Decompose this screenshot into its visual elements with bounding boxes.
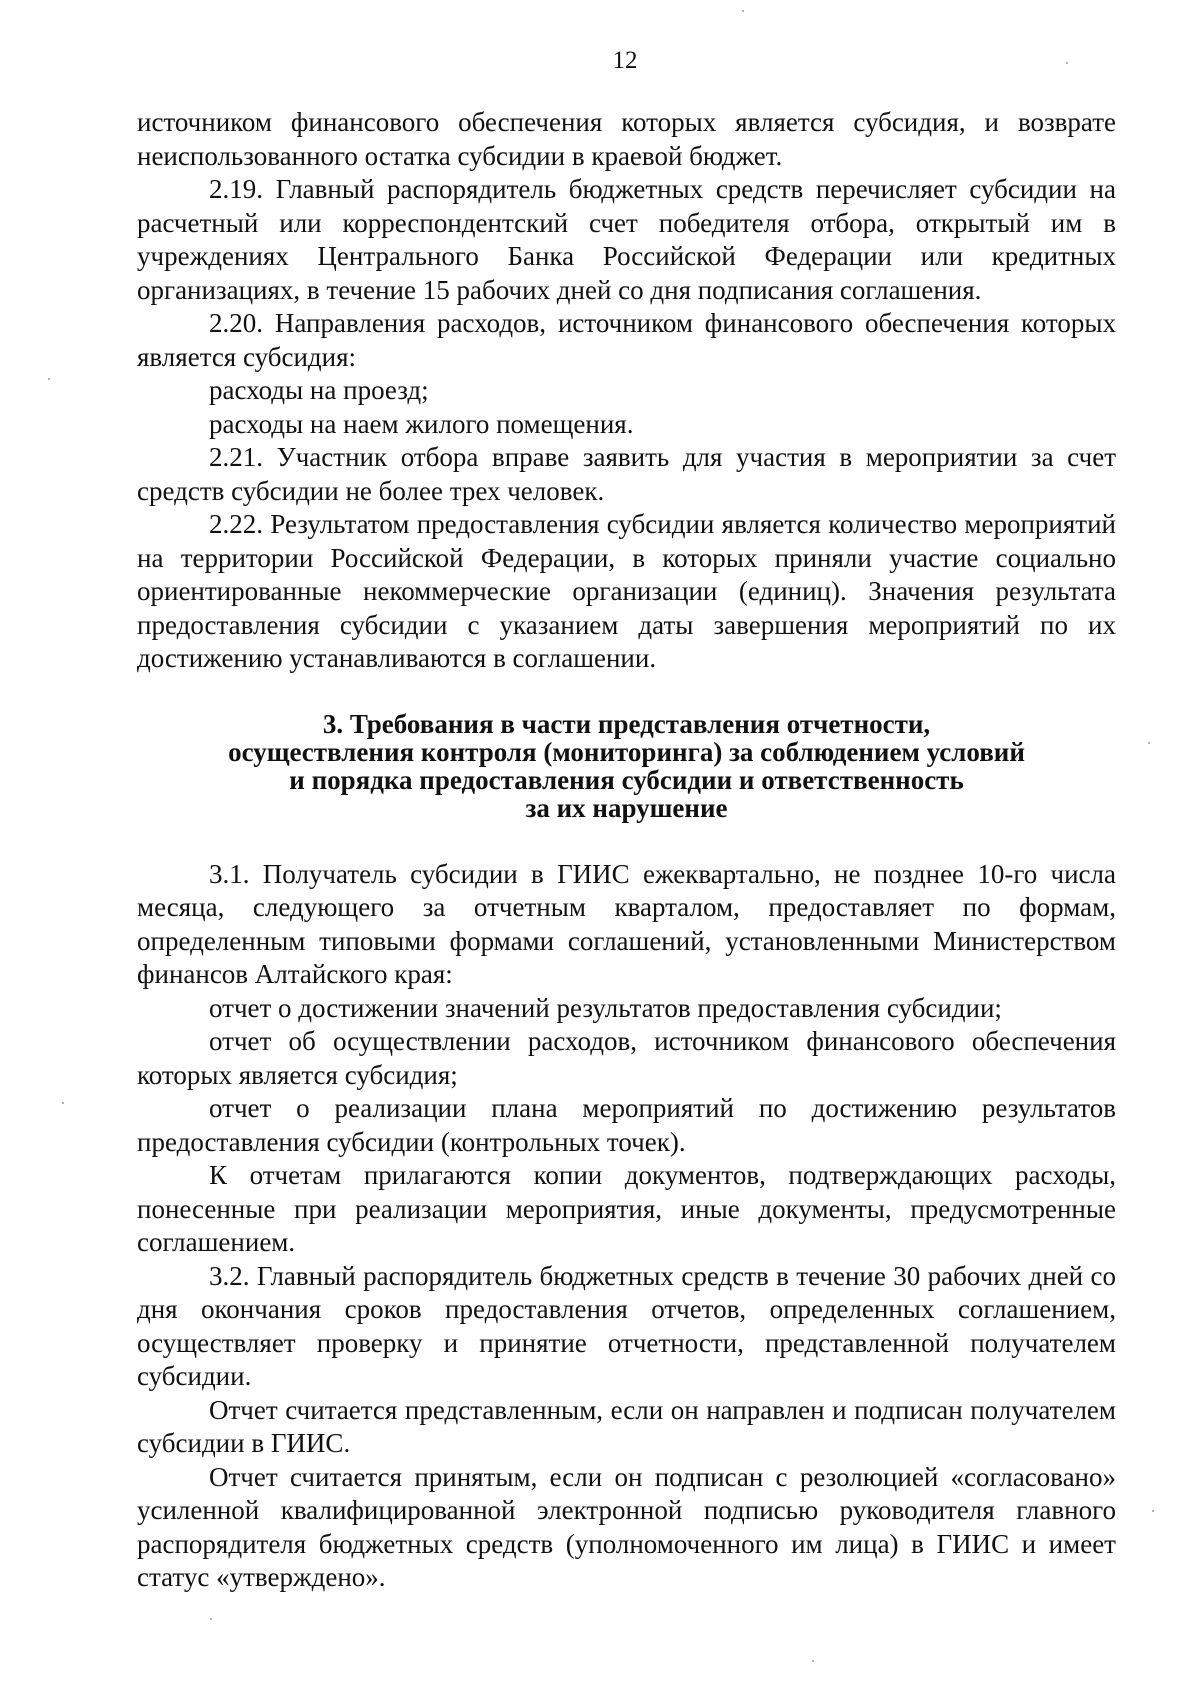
scan-speck (210, 1618, 212, 1620)
scan-speck (742, 10, 744, 12)
paragraph-3-1-report-plan: отчет о реализации плана мероприятий по достижению результатов предоставления субсидии (контрольных точек). (137, 1093, 1116, 1157)
section-3-heading-line: за их нарушение (525, 792, 728, 823)
paragraph-continuation: источником финансового обеспечения которых является субсидия, и возврате неиспользованного остатка субсидии в краевой бюджет. (137, 107, 1116, 171)
paragraph-3-2: 3.2. Главный распорядитель бюджетных средств в течение 30 рабочих дней со дня окончания сроков предоставления отчетов, определенных соглашением, осуществляет проверку и принятие отчетности, представленной получателем субсидии. (137, 1260, 1116, 1391)
section-spacer-top (137, 676, 1116, 710)
paragraph-3-1-attachments: К отчетам прилагаются копии документов, подтверждающих расходы, понесенные при реализации мероприятия, иные документы, предусмотренные соглашением. (137, 1160, 1116, 1257)
section-spacer-bottom (137, 822, 1116, 858)
paragraph-3-2-submitted: Отчет считается представленным, если он направлен и подписан получателем субсидии в ГИИС. (137, 1394, 1116, 1458)
scan-speck (812, 1660, 814, 1662)
document-body (137, 106, 1116, 1595)
paragraph-2-22: 2.22. Результатом предоставления субсидии является количество мероприятий на территории Российской Федерации, в которых приняли участие социально ориентированные некоммерческие организации (единиц). Значения результата предоставления субсидии с указанием даты завершения мероприятий по их достижению устанавливаются в соглашении. (137, 509, 1116, 673)
scan-speck (1066, 62, 1068, 64)
paragraph-2-20-item-travel: расходы на проезд; (209, 375, 429, 405)
section-3-heading-line: 3. Требования в части представления отчетности, (322, 708, 931, 739)
page-number: 12 (612, 47, 638, 74)
paragraph-3-1-report-results: отчет о достижении значений результатов предоставления субсидии; (209, 992, 1002, 1023)
scan-speck (1152, 1510, 1154, 1512)
paragraph-2-20-item-housing: расходы на наем жилого помещения. (209, 408, 634, 439)
scan-speck (48, 378, 50, 380)
scan-speck (1148, 742, 1150, 744)
section-3-heading (137, 710, 1116, 822)
paragraph-3-1: 3.1. Получатель субсидии в ГИИС ежеквартально, не позднее 10-го числа месяца, следующего за отчетным кварталом, предоставляет по формам, определенным типовыми формами соглашений, установленными Министерством финансов Алтайского края: (137, 858, 1116, 989)
scan-speck (62, 1102, 64, 1104)
paragraph-2-20: 2.20. Направления расходов, источником финансового обеспечения которых является субсидия: (137, 308, 1116, 372)
paragraph-2-19: 2.19. Главный распорядитель бюджетных средств перечисляет субсидии на расчетный или корреспондентский счет победителя отбора, открытый им в учреждениях Центрального Банка Российской Федерации или кредитных организациях, в течение 15 рабочих дней со дня подписания соглашения. (137, 174, 1116, 305)
paragraph-2-21: 2.21. Участник отбора вправе заявить для участия в мероприятии за счет средств субсидии не более трех человек. (137, 442, 1116, 506)
section-3-heading-line: и порядка предоставления субсидии и ответственность (289, 764, 964, 795)
paragraph-3-1-report-expenses: отчет об осуществлении расходов, источником финансового обеспечения которых является субсидия; (137, 1026, 1116, 1090)
section-3-heading-line: осуществления контроля (мониторинга) за соблюдением условий (228, 736, 1025, 767)
paragraph-3-2-accepted: Отчет считается принятым, если он подписан с резолюцией «согласовано» усиленной квалифицированной электронной подписью руководителя главного распорядителя бюджетных средств (уполномоченного им лица) в ГИИС и имеет статус «утверждено». (137, 1461, 1116, 1592)
